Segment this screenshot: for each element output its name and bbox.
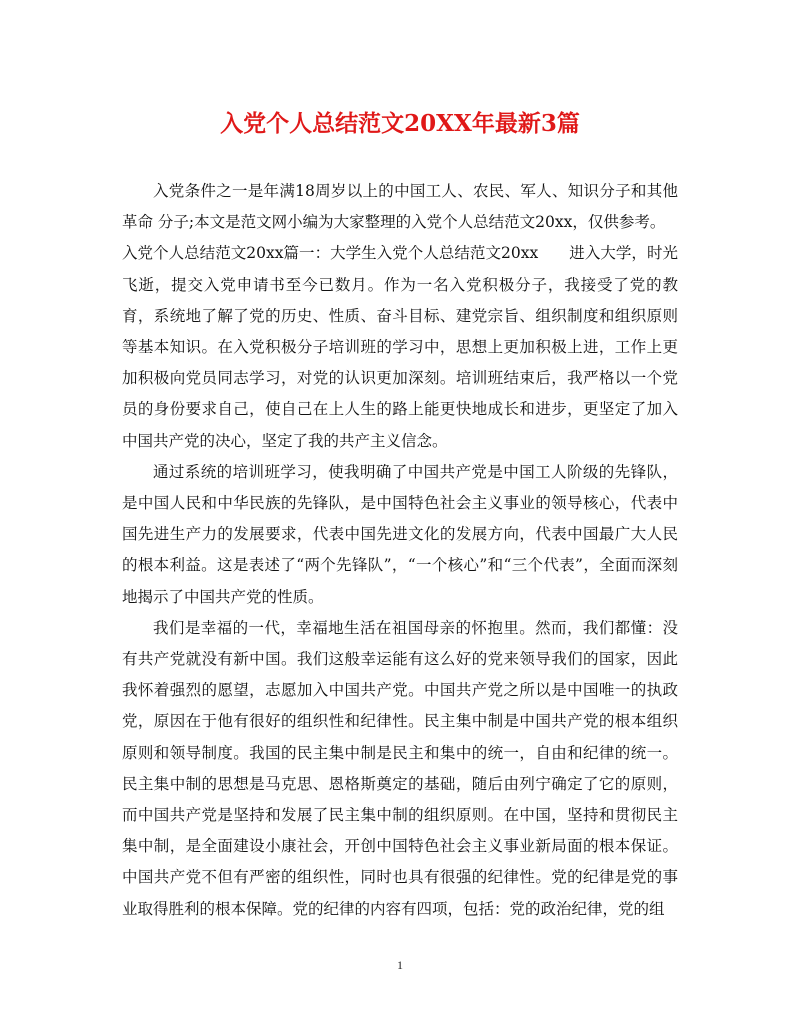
document-body [122,176,678,925]
paragraph-article-one: 入党个人总结范文20xx篇一：大学生入党个人总结范文20xx 进入大学，时光飞逝，提交入党申请书至今已数月。作为一名入党积极分子，我接受了党的教育，系统地了解了党的历史、性质、奋斗目标、建党宗旨、组织制度和组织原则等基本知识。在入党积极分子培训班的学习中，思想上更加积极上进，工作上更加积极向党员同志学习，对党的认识更加深刻。培训班结束后，我严格以一个党员的身份要求自己，使自己在上人生的路上能更快地成长和进步，更坚定了加入中国共产党的决心，坚定了我的共产主义信念。 [122,244,678,450]
paragraph-happy-generation: 我们是幸福的一代，幸福地生活在祖国母亲的怀抱里。然而，我们都懂：没有共产党就没有新中国。我们这般幸运能有这么好的党来领导我们的国家，因此我怀着强烈的愿望，志愿加入中国共产党。中国共产党之所以是中国唯一的执政党，原因在于他有很好的组织性和纪律性。民主集中制是中国共产党的根本组织原则和领导制度。我国的民主集中制是民主和集中的统一，自由和纪律的统一。民主集中制的思想是马克思、恩格斯奠定的基础，随后由列宁确定了它的原则，而中国共产党是坚持和发展了民主集中制的组织原则。在中国，坚持和贯彻民主集中制，是全面建设小康社会，开创中国特色社会主义事业新局面的根本保证。中国共产党不但有严密的组织性，同时也具有很强的纪律性。党的纪律是党的事业取得胜利的根本保障。党的纪律的内容有四项，包括：党的政治纪律，党的组 [122,618,678,918]
paragraph-intro: 入党条件之一是年满18周岁以上的中国工人、农民、军人、知识分子和其他革命 分子;本文是范文网小编为大家整理的入党个人总结范文20xx，仅供参考。 [122,182,678,232]
paragraph-training: 通过系统的培训班学习，使我明确了中国共产党是中国工人阶级的先锋队，是中国人民和中华民族的先锋队，是中国特色社会主义事业的领导核心，代表中国先进生产力的发展要求，代表中国先进文化的发展方向，代表中国最广大人民的根本利益。这是表述了“两个先锋队”，“一个核心”和“三个代表”，全面而深刻地揭示了中国共产党的性质。 [122,462,678,606]
document-title: 入党个人总结范文20XX年最新3篇 [220,110,580,137]
page-number: 1 [397,958,403,972]
